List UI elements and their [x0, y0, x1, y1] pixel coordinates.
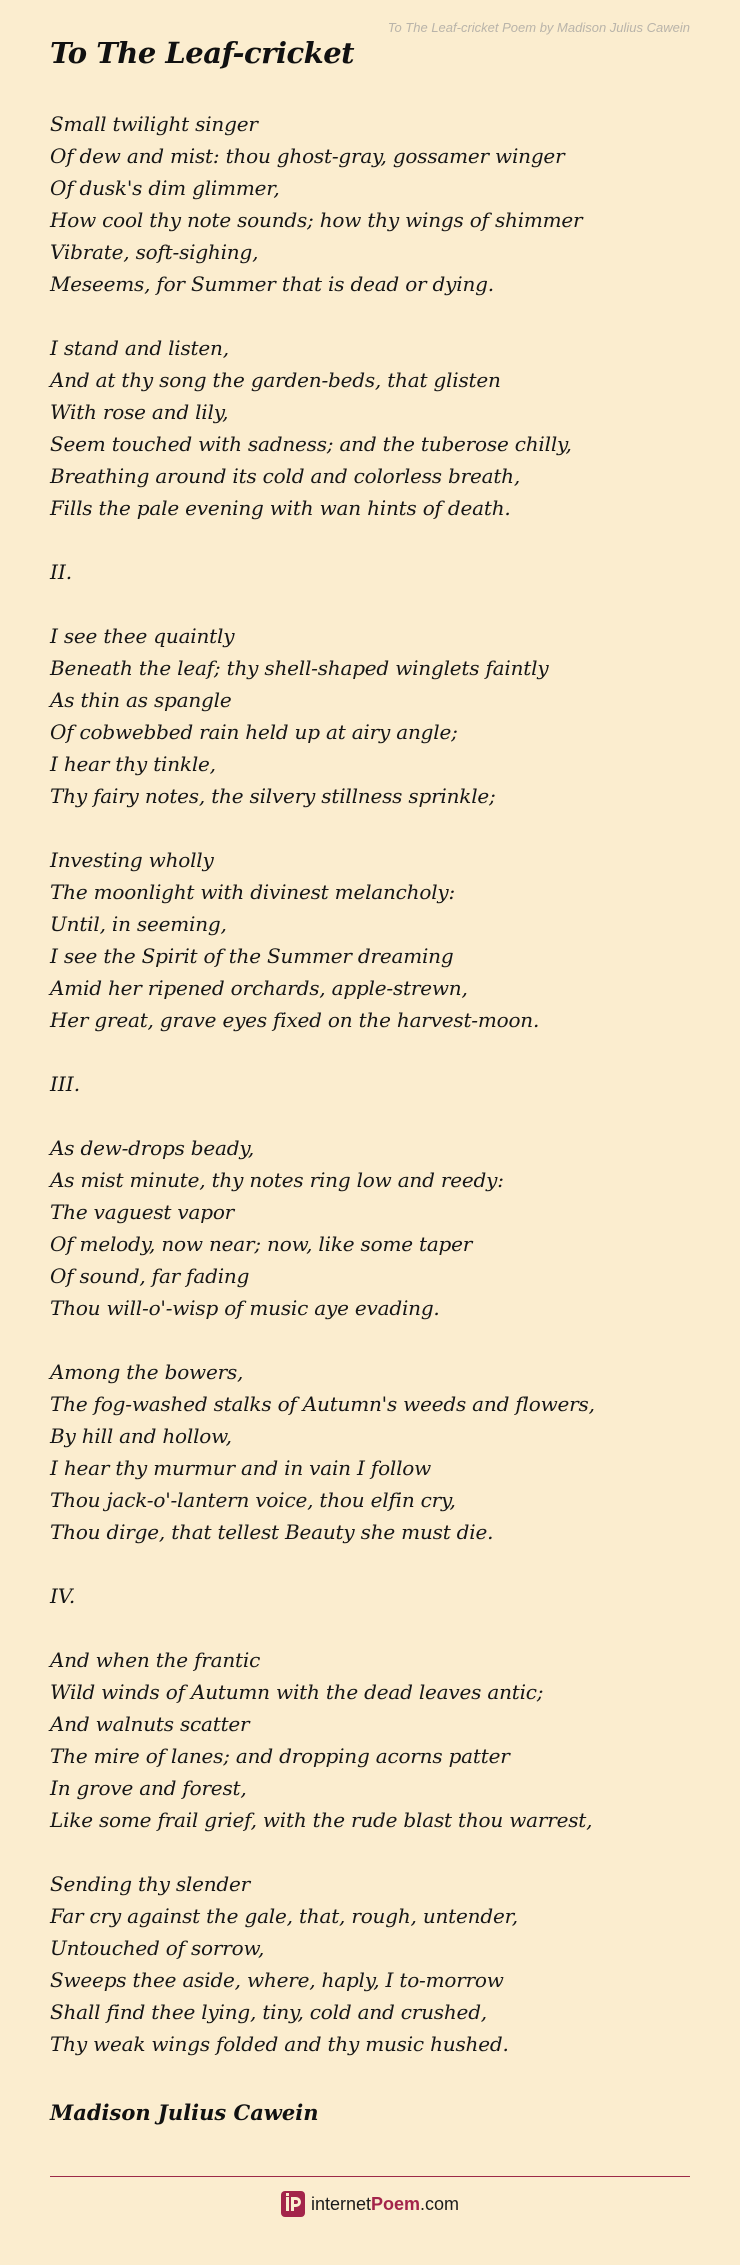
stanza: [50, 1356, 710, 1548]
poem-line: The fog-washed stalks of Autumn's weeds and flowers,: [50, 1392, 595, 1416]
poem-line: I stand and listen,: [50, 336, 229, 360]
poem-line: Fills the pale evening with wan hints of death.: [50, 496, 511, 520]
poem-line: The mire of lanes; and dropping acorns patter: [50, 1744, 510, 1768]
poem-line: Among the bowers,: [50, 1360, 244, 1384]
poem-title: To The Leaf-cricket: [50, 36, 355, 70]
stanza: [50, 844, 710, 1036]
poem-line: Of dusk's dim glimmer,: [50, 176, 280, 200]
poem-line: I see thee quaintly: [50, 624, 235, 648]
poem-line: Thou dirge, that tellest Beauty she must die.: [50, 1520, 494, 1544]
poem-author[interactable]: Madison Julius Cawein: [50, 2100, 319, 2125]
footer-brand-text: [311, 2194, 459, 2215]
poem-line: I hear thy tinkle,: [50, 752, 216, 776]
poem-line: Amid her ripened orchards, apple-strewn,: [50, 976, 468, 1000]
poem-line: Thy fairy notes, the silvery stillness sprinkle;: [50, 784, 496, 808]
poem-line: Investing wholly: [50, 848, 214, 872]
section-heading: III.: [50, 1072, 81, 1096]
poem-line: And walnuts scatter: [50, 1712, 250, 1736]
stanza: [50, 620, 710, 812]
internetpoem-logo-icon: [281, 2191, 305, 2217]
poem-line: Wild winds of Autumn with the dead leaves antic;: [50, 1680, 544, 1704]
poem-line: Like some frail grief, with the rude blast thou warrest,: [50, 1808, 593, 1832]
poem-line: As mist minute, thy notes ring low and reedy:: [50, 1168, 504, 1192]
poem-line: As dew-drops beady,: [50, 1136, 254, 1160]
poem-line: Sending thy slender: [50, 1872, 251, 1896]
poem-line: The vaguest vapor: [50, 1200, 235, 1224]
poem-line: Far cry against the gale, that, rough, untender,: [50, 1904, 518, 1928]
brand-suffix: .com: [420, 2193, 460, 2214]
stanza: [50, 332, 710, 524]
poem-body: [50, 108, 710, 2092]
poem-line: Shall find thee lying, tiny, cold and crushed,: [50, 2000, 487, 2024]
poem-line: Her great, grave eyes fixed on the harvest-moon.: [50, 1008, 540, 1032]
stanza: [50, 1644, 710, 1836]
poem-line: Of melody, now near; now, like some taper: [50, 1232, 473, 1256]
poem-line: Thou jack-o'-lantern voice, thou elfin cry,: [50, 1488, 456, 1512]
poem-line: How cool thy note sounds; how thy wings of shimmer: [50, 208, 583, 232]
footer-brand[interactable]: [0, 2191, 740, 2222]
poem-line: Vibrate, soft-sighing,: [50, 240, 259, 264]
poem-line: Meseems, for Summer that is dead or dying.: [50, 272, 494, 296]
poem-line: Until, in seeming,: [50, 912, 227, 936]
section-heading: II.: [50, 560, 73, 584]
poem-line: Beneath the leaf; thy shell-shaped winglets faintly: [50, 656, 549, 680]
poem-line: Sweeps thee aside, where, haply, I to-morrow: [50, 1968, 504, 1992]
section-heading: IV.: [50, 1584, 76, 1608]
poem-line: And at thy song the garden-beds, that glisten: [50, 368, 501, 392]
poem-line: Of sound, far fading: [50, 1264, 250, 1288]
poem-line: Of cobwebbed rain held up at airy angle;: [50, 720, 458, 744]
poem-line: As thin as spangle: [50, 688, 232, 712]
poem-line: I hear thy murmur and in vain I follow: [50, 1456, 432, 1480]
brand-prefix: internet: [310, 2193, 371, 2214]
poem-line: Small twilight singer: [50, 112, 258, 136]
poem-line: Untouched of sorrow,: [50, 1936, 265, 1960]
poem-line: Breathing around its cold and colorless breath,: [50, 464, 520, 488]
poem-line: Of dew and mist: thou ghost-gray, gossamer winger: [50, 144, 565, 168]
poem-line: By hill and hollow,: [50, 1424, 232, 1448]
poem-line: With rose and lily,: [50, 400, 229, 424]
brand-accent: Poem: [371, 2193, 421, 2214]
stanza: [50, 108, 710, 300]
header-caption: To The Leaf-cricket Poem by Madison Julius Cawein: [387, 20, 690, 35]
poem-line: Seem touched with sadness; and the tuberose chilly,: [50, 432, 572, 456]
poem-line: And when the frantic: [50, 1648, 261, 1672]
poem-line: The moonlight with divinest melancholy:: [50, 880, 456, 904]
footer-divider: [50, 2176, 690, 2177]
poem-line: Thy weak wings folded and thy music hushed.: [50, 2032, 509, 2056]
stanza: [50, 1132, 710, 1324]
poem-line: I see the Spirit of the Summer dreaming: [50, 944, 454, 968]
stanza: [50, 1868, 710, 2060]
poem-line: In grove and forest,: [50, 1776, 247, 1800]
poem-line: Thou will-o'-wisp of music aye evading.: [50, 1296, 440, 1320]
